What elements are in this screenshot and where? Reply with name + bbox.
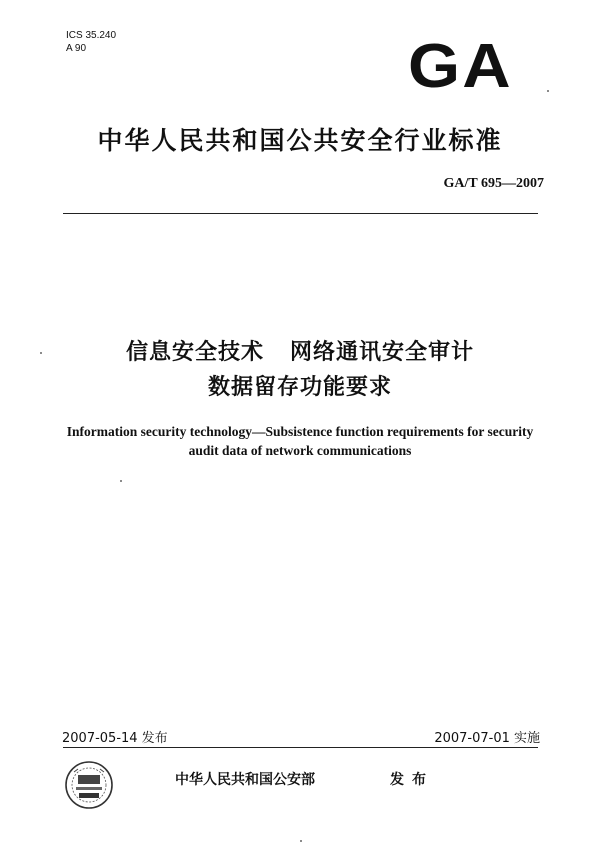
classification-code: A 90 <box>66 43 87 54</box>
scan-speck <box>547 90 549 92</box>
ics-code: ICS 35.240 <box>66 30 117 41</box>
publish-label: 发布 <box>390 772 434 788</box>
top-divider <box>63 213 538 214</box>
document-title-en-line2: audit data of network communications <box>188 443 412 458</box>
document-title-cn-line2: 数据留存功能要求 <box>207 375 392 400</box>
publisher-seal-icon <box>64 760 114 810</box>
document-title-en-line1: Information security technology—Subsistence function requirements for security <box>66 424 534 439</box>
scan-speck <box>120 480 122 482</box>
ga-logo: GA <box>408 32 513 101</box>
scan-speck <box>40 352 42 354</box>
issue-date: 2007-05-14 发布 <box>62 731 168 746</box>
standard-number: GA/T 695—2007 <box>443 176 544 191</box>
bottom-divider <box>63 747 538 748</box>
standard-title: 中华人民共和国公共安全行业标准 <box>97 126 503 155</box>
document-title-cn-line1: 信息安全技术 网络通讯安全审计 <box>126 340 474 365</box>
scan-speck <box>300 840 302 842</box>
implementation-date: 2007-07-01 实施 <box>434 731 540 746</box>
publisher-name: 中华人民共和国公安部 <box>175 772 315 788</box>
